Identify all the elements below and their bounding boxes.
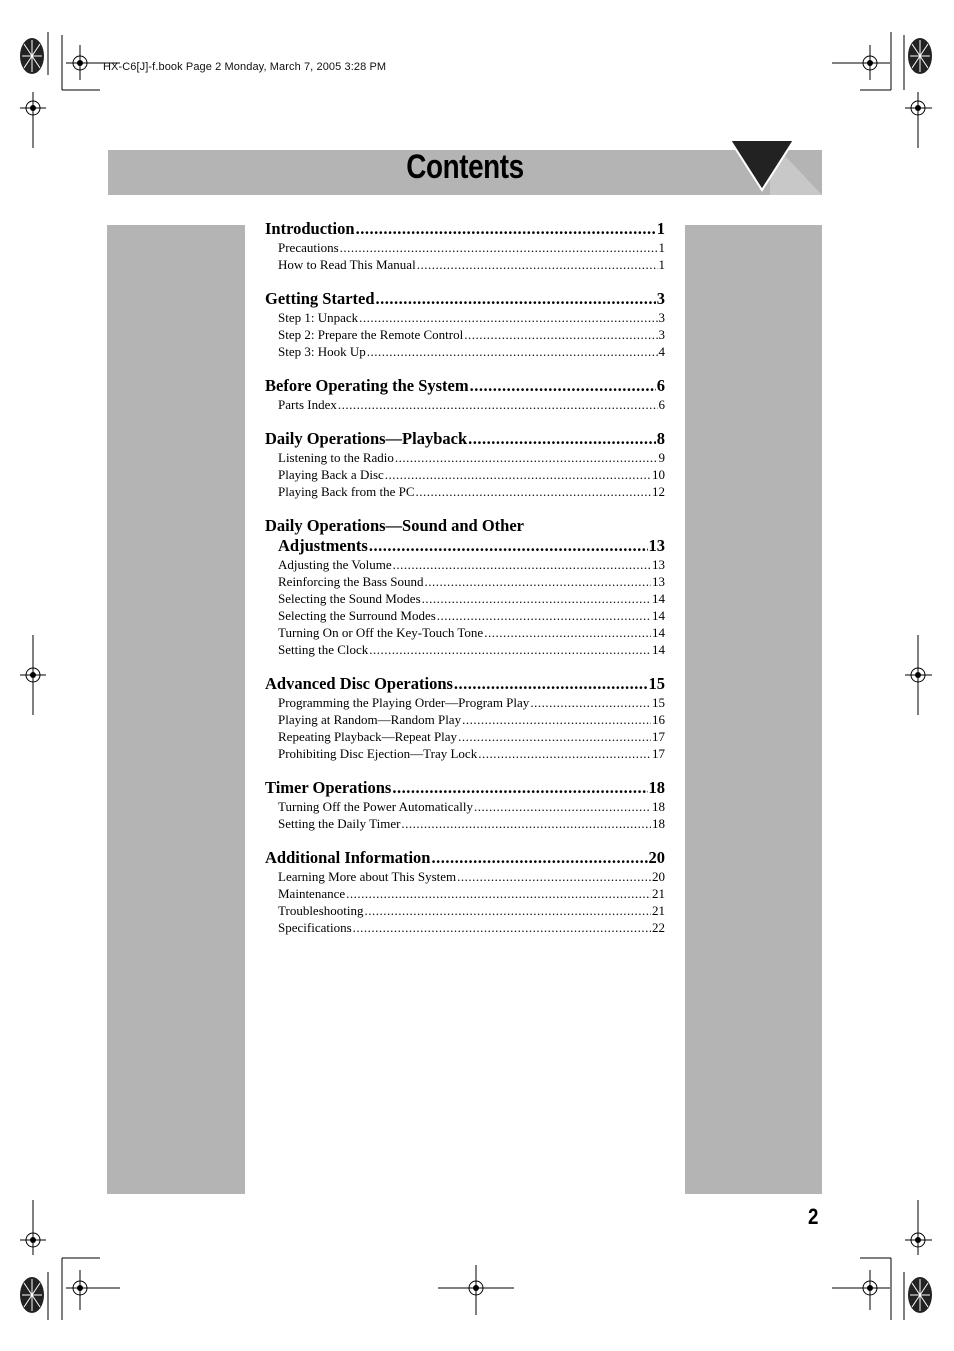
- toc-entry-page: 18: [652, 799, 665, 814]
- toc-heading[interactable]: [265, 376, 665, 396]
- toc-entry[interactable]: [265, 815, 665, 832]
- page-title: Contents: [406, 148, 524, 186]
- toc-entry-label: Playing at Random—Random Play: [278, 712, 462, 727]
- toc-heading-title: Getting Started: [265, 289, 375, 308]
- leader-dots: [458, 728, 651, 745]
- toc-section-introduction: [265, 219, 665, 273]
- leader-dots: [417, 256, 658, 273]
- toc-section-additional-info: [265, 848, 665, 936]
- toc-entry-label: Setting the Daily Timer: [278, 816, 401, 831]
- leader-dots: [359, 309, 657, 326]
- leader-dots: [369, 641, 651, 658]
- toc-entry-label: Troubleshooting: [278, 903, 364, 918]
- toc-entry[interactable]: [265, 798, 665, 815]
- toc-entry-page: 22: [652, 920, 665, 935]
- leader-dots: [454, 674, 648, 694]
- toc-entry-label: Repeating Playback—Repeat Play: [278, 729, 458, 744]
- toc-entry-label: Step 1: Unpack: [278, 310, 359, 325]
- toc-heading-page: 15: [648, 674, 665, 693]
- leader-dots: [385, 466, 651, 483]
- toc-entry-label: Selecting the Sound Modes: [278, 591, 421, 606]
- toc-entry[interactable]: [265, 590, 665, 607]
- toc-entry[interactable]: [265, 745, 665, 762]
- toc-heading-page: 13: [648, 536, 665, 555]
- toc-entry-page: 1: [658, 240, 665, 255]
- toc-entry-label: Step 3: Hook Up: [278, 344, 366, 359]
- leader-dots: [416, 483, 652, 500]
- toc-entry-label: Prohibiting Disc Ejection—Tray Lock: [278, 746, 478, 761]
- toc-entry[interactable]: [265, 641, 665, 658]
- toc-entry-page: 16: [652, 712, 665, 727]
- toc-entry-label: Maintenance: [278, 886, 346, 901]
- toc-heading[interactable]: [265, 219, 665, 239]
- toc-entry-page: 12: [652, 484, 665, 499]
- toc-heading[interactable]: [265, 429, 665, 449]
- toc-entry-label: Playing Back from the PC: [278, 484, 415, 499]
- leader-dots: [364, 902, 651, 919]
- toc-entry-page: 15: [652, 695, 665, 710]
- leader-dots: [340, 239, 658, 256]
- print-header: HX-C6[J]-f.book Page 2 Monday, March 7, 2005 3:28 PM: [103, 61, 387, 73]
- toc-entry-label: Playing Back a Disc: [278, 467, 384, 482]
- toc-entry-page: 10: [652, 467, 665, 482]
- leader-dots: [346, 885, 651, 902]
- toc-entry[interactable]: [265, 343, 665, 360]
- toc-entry-label: Specifications: [278, 920, 352, 935]
- toc-entry-label: Selecting the Surround Modes: [278, 608, 436, 623]
- toc-heading-title: Before Operating the System: [265, 376, 469, 395]
- toc-heading-page: 8: [656, 429, 665, 448]
- toc-entry-page: 14: [652, 642, 665, 657]
- leader-dots: [464, 326, 657, 343]
- toc-entry-page: 17: [652, 746, 665, 761]
- toc-entry-label: Turning On or Off the Key-Touch Tone: [278, 625, 484, 640]
- toc-entry-page: 18: [652, 816, 665, 831]
- toc-entry[interactable]: [265, 902, 665, 919]
- leader-dots: [470, 376, 656, 396]
- right-gray-column: [685, 225, 822, 1194]
- toc-entry-page: 14: [652, 608, 665, 623]
- toc-entry[interactable]: [265, 885, 665, 902]
- toc-section-advanced-disc: [265, 674, 665, 762]
- toc-entry[interactable]: [265, 256, 665, 273]
- toc-entry-page: 1: [658, 257, 665, 272]
- toc-heading-page: 1: [656, 219, 665, 238]
- toc-entry[interactable]: [265, 309, 665, 326]
- leader-dots: [338, 396, 658, 413]
- toc-heading-title: Adjustments: [278, 536, 368, 555]
- toc-heading-page: 18: [648, 778, 665, 797]
- toc-heading[interactable]: [265, 674, 665, 694]
- toc-entry[interactable]: [265, 919, 665, 936]
- toc-entry[interactable]: [265, 483, 665, 500]
- toc-heading-line1[interactable]: Daily Operations—Sound and Other: [265, 516, 525, 535]
- leader-dots: [393, 556, 651, 573]
- toc-heading-title: Daily Operations—Playback: [265, 429, 468, 448]
- leader-dots: [484, 624, 651, 641]
- toc-section-sound-adjustments: [265, 516, 665, 658]
- toc-entry[interactable]: [265, 466, 665, 483]
- toc-entry-page: 6: [658, 397, 665, 412]
- toc-section-getting-started: [265, 289, 665, 360]
- toc-heading-title: Timer Operations: [265, 778, 392, 797]
- toc-section-before-operating: [265, 376, 665, 413]
- leader-dots: [457, 868, 651, 885]
- toc-heading-title: Advanced Disc Operations: [265, 674, 453, 693]
- toc-entry[interactable]: [265, 694, 665, 711]
- leader-dots: [395, 449, 658, 466]
- toc-entry-page: 3: [658, 327, 665, 342]
- toc-entry-label: Learning More about This System: [278, 869, 457, 884]
- toc-entry-page: 9: [658, 450, 665, 465]
- leader-dots: [401, 815, 651, 832]
- leader-dots: [376, 289, 656, 309]
- table-of-contents: [265, 219, 665, 952]
- toc-entry[interactable]: [265, 573, 665, 590]
- toc-heading-page: 3: [656, 289, 665, 308]
- leader-dots: [422, 590, 651, 607]
- toc-entry-page: 3: [658, 310, 665, 325]
- leader-dots: [530, 694, 651, 711]
- toc-entry-page: 21: [652, 903, 665, 918]
- toc-heading[interactable]: [265, 289, 665, 309]
- leader-dots: [392, 778, 647, 798]
- page-number: 2: [808, 1204, 819, 1229]
- toc-entry-label: Setting the Clock: [278, 642, 369, 657]
- leader-dots: [437, 607, 651, 624]
- toc-entry[interactable]: [265, 868, 665, 885]
- toc-entry-label: Step 2: Prepare the Remote Control: [278, 327, 464, 342]
- toc-entry[interactable]: [265, 728, 665, 745]
- toc-heading[interactable]: [265, 848, 665, 868]
- toc-entry-page: 4: [658, 344, 665, 359]
- leader-dots: [431, 848, 647, 868]
- leader-dots: [356, 219, 656, 239]
- toc-heading-title: Additional Information: [265, 848, 431, 867]
- toc-entry-label: Parts Index: [278, 397, 337, 412]
- toc-entry[interactable]: [265, 326, 665, 343]
- leader-dots: [478, 745, 651, 762]
- left-gray-column: [107, 225, 245, 1194]
- toc-entry-label: Reinforcing the Bass Sound: [278, 574, 424, 589]
- toc-heading-title: Introduction: [265, 219, 355, 238]
- toc-section-timer: [265, 778, 665, 832]
- toc-entry[interactable]: [265, 607, 665, 624]
- toc-heading-page: 6: [656, 376, 665, 395]
- toc-section-playback: [265, 429, 665, 500]
- toc-entry[interactable]: [265, 396, 665, 413]
- toc-entry-page: 13: [652, 574, 665, 589]
- leader-dots: [369, 536, 648, 556]
- toc-entry-page: 20: [652, 869, 665, 884]
- leader-dots: [425, 573, 651, 590]
- toc-heading[interactable]: [265, 778, 665, 798]
- toc-entry-label: Programming the Playing Order—Program Play: [278, 695, 530, 710]
- toc-entry[interactable]: [265, 449, 665, 466]
- toc-entry-page: 13: [652, 557, 665, 572]
- toc-entry-label: Precautions: [278, 240, 339, 255]
- toc-entry-label: Adjusting the Volume: [278, 557, 392, 572]
- toc-entry-page: 14: [652, 591, 665, 606]
- toc-entry-label: How to Read This Manual: [278, 257, 416, 272]
- leader-dots: [468, 429, 656, 449]
- leader-dots: [474, 798, 651, 815]
- toc-entry-label: Listening to the Radio: [278, 450, 394, 465]
- leader-dots: [353, 919, 651, 936]
- toc-entry[interactable]: [265, 711, 665, 728]
- toc-entry-label: Turning Off the Power Automatically: [278, 799, 473, 814]
- toc-entry[interactable]: [265, 624, 665, 641]
- leader-dots: [367, 343, 658, 360]
- toc-entry[interactable]: [265, 239, 665, 256]
- toc-entry[interactable]: [265, 556, 665, 573]
- toc-entry-page: 21: [652, 886, 665, 901]
- toc-heading-page: 20: [648, 848, 665, 867]
- toc-entry-page: 14: [652, 625, 665, 640]
- toc-heading[interactable]: [265, 536, 665, 556]
- toc-entry-page: 17: [652, 729, 665, 744]
- leader-dots: [462, 711, 651, 728]
